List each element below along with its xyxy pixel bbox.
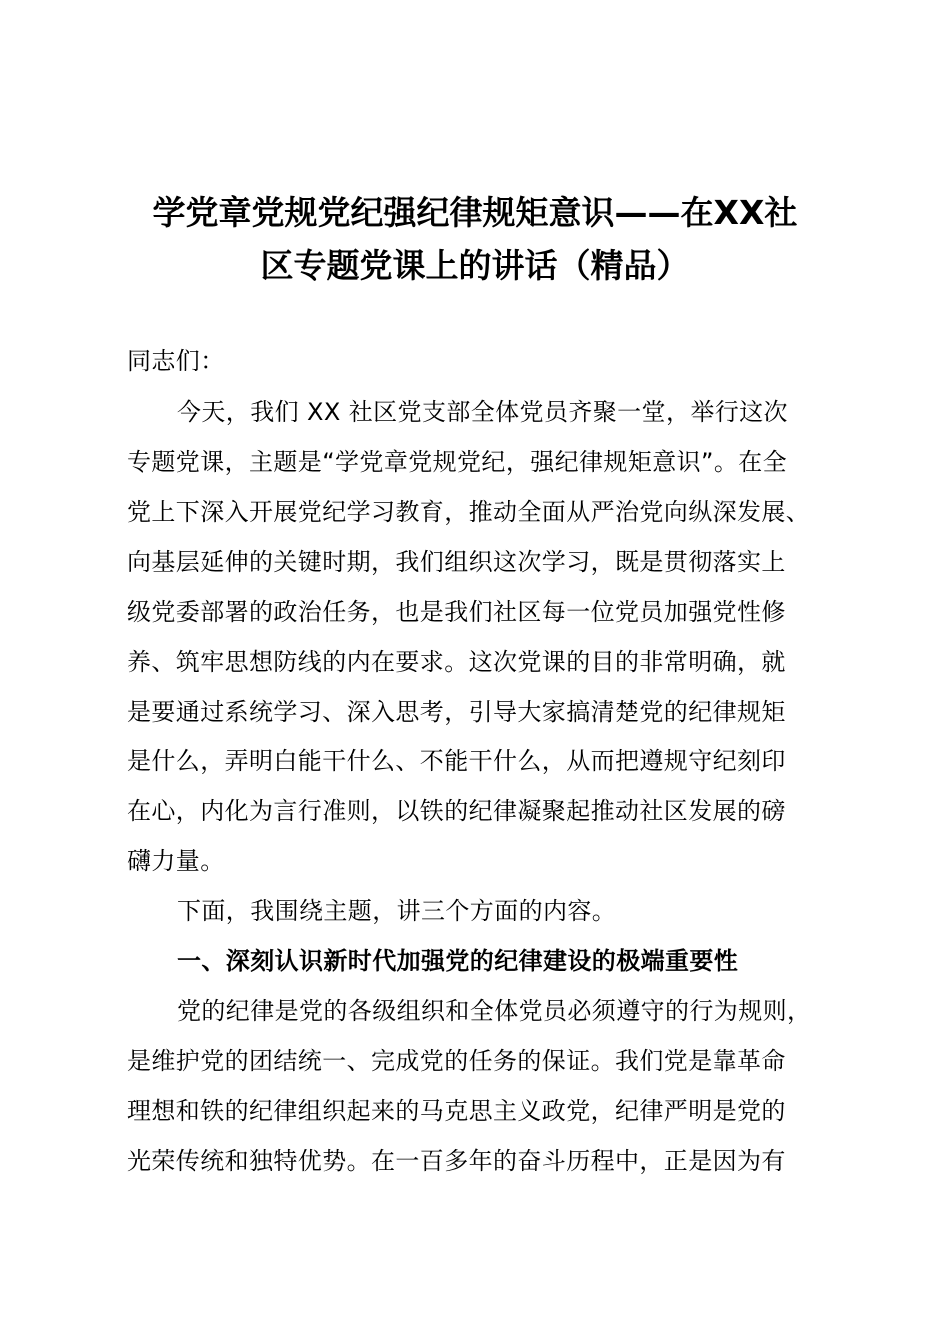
paragraph-1-line-1: 今天，我们 XX 社区党支部全体党员齐聚一堂，举行这次 bbox=[177, 398, 788, 426]
paragraph-1-line-4: 向基层延伸的关键时期，我们组织这次学习，既是贯彻落实上 bbox=[127, 548, 786, 576]
paragraph-1-line-6: 养、筑牢思想防线的内在要求。这次党课的目的非常明确，就 bbox=[127, 648, 786, 676]
paragraph-3-line-3: 理想和铁的纪律组织起来的马克思主义政党，纪律严明是党的 bbox=[127, 1097, 786, 1125]
paragraph-1-line-3: 党上下深入开展党纪学习教育，推动全面从严治党向纵深发展、 bbox=[127, 498, 811, 526]
paragraph-1-line-8: 是什么，弄明白能干什么、不能干什么，从而把遵规守纪刻印 bbox=[127, 747, 786, 775]
document-title-line-1: 学党章党规党纪强纪律规矩意识——在XX社 bbox=[152, 193, 798, 232]
paragraph-2: 下面，我围绕主题，讲三个方面的内容。 bbox=[177, 897, 617, 925]
paragraph-1-line-9: 在心，内化为言行准则，以铁的纪律凝聚起推动社区发展的磅 bbox=[127, 797, 786, 825]
paragraph-3-line-1: 党的纪律是党的各级组织和全体党员必须遵守的行为规则， bbox=[177, 997, 812, 1025]
paragraph-1-line-2: 专题党课，主题是“学党章党规党纪，强纪律规矩意识”。在全 bbox=[127, 448, 788, 476]
paragraph-1-line-5: 级党委部署的政治任务，也是我们社区每一位党员加强党性修 bbox=[127, 598, 786, 626]
paragraph-3-line-4: 光荣传统和独特优势。在一百多年的奋斗历程中，正是因为有 bbox=[127, 1147, 786, 1175]
document-title-line-2: 区专题党课上的讲话（精品） bbox=[260, 246, 690, 285]
section-heading-1: 一、深刻认识新时代加强党的纪律建设的极端重要性 bbox=[177, 947, 739, 975]
paragraph-3-line-2: 是维护党的团结统一、完成党的任务的保证。我们党是靠革命 bbox=[127, 1047, 786, 1075]
paragraph-1-line-7: 是要通过系统学习、深入思考，引导大家搞清楚党的纪律规矩 bbox=[127, 698, 786, 726]
salutation: 同志们： bbox=[127, 347, 225, 375]
paragraph-1-line-10: 礴力量。 bbox=[127, 847, 225, 875]
